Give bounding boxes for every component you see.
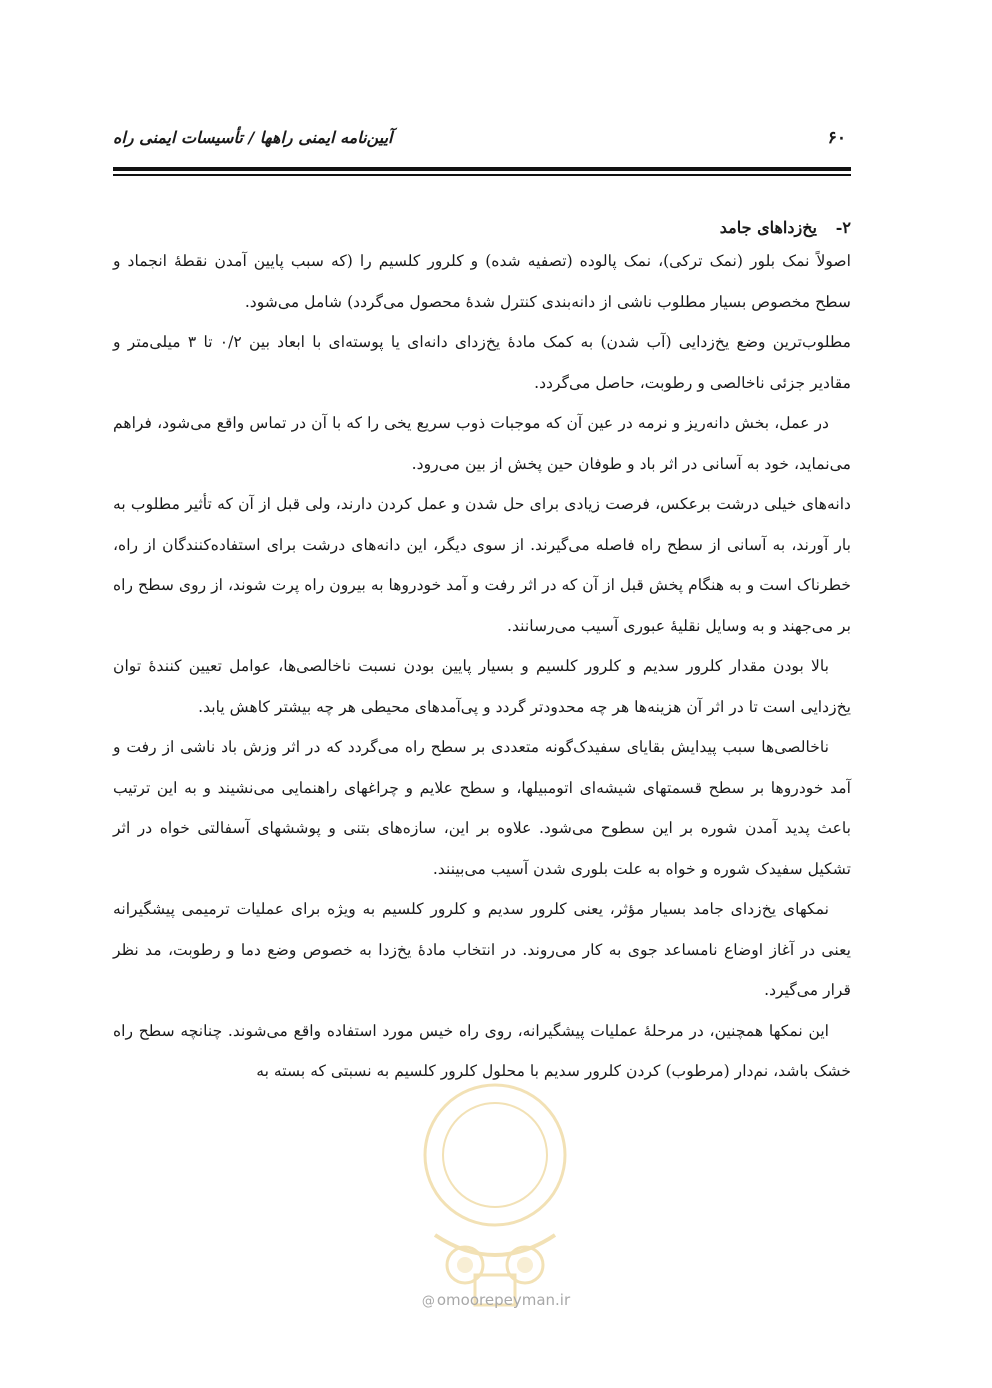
- page-number: ۶۰: [827, 128, 846, 148]
- at-icon: @: [421, 1294, 435, 1309]
- paragraph: اصولاً نمک بلور (نمک ترکی)، نمک پالوده (تصفیه شده) و کلرور کلسیم را (که سبب پایین آمدن نقطهٔ انجماد و سطح مخصوص بسیار مطلوب ناشی از دانه‌بندی کنترل شدهٔ محصول می‌گردد) شامل می‌شود.: [113, 252, 851, 311]
- page-header: [113, 128, 846, 158]
- section-number: ۲-: [835, 218, 851, 237]
- paragraph: در عمل، بخش دانه‌ریز و نرمه در عین آن که موجبات ذوب سریع یخی را که با آن در تماس واقع می‌شود، فراهم می‌نماید، خود به آسانی در اثر باد و طوفان حین پخش از بین می‌رود.: [113, 414, 851, 473]
- watermark-logo: [395, 1060, 595, 1320]
- paragraph: دانه‌های خیلی درشت برعکس، فرصت زیادی برای حل شدن و عمل کردن دارند، ولی قبل از آن که تأثیر مطلوب به بار آورند، به آسانی از سطح راه فاصله می‌گیرند. از سوی دیگر، این دانه‌های درشت برای استفاده‌کنندگان از راه، خطرناک است و به هنگام پخش قبل از آن که در اثر رفت و آمد خودروها به بیرون راه پرت شوند، از روی سطح راه بر می‌جهند و به وسایل نقلیهٔ عبوری آسیب می‌رسانند.: [113, 495, 851, 635]
- header-rule-thin: [113, 174, 851, 176]
- paragraph: مطلوب‌ترین وضع یخ‌زدایی (آب شدن) به کمک مادهٔ یخ‌زدای دانه‌ای یا پوسته‌ای با ابعاد بین ۰/۲ تا ۳ میلی‌متر و مقادیر جزئی ناخالصی و رطوبت، حاصل می‌گردد.: [113, 333, 851, 392]
- paragraph: این نمکها همچنین، در مرحلهٔ عملیات پیشگیرانه، روی راه خیس مورد استفاده واقع می‌شوند. چنانچه سطح راه خشک باشد، نم‌دار (مرطوب) کردن کلرور سدیم با محلول کلرور کلسیم به نسبتی که بسته به: [113, 1021, 851, 1080]
- section-title: یخ‌زداهای جامد: [719, 218, 817, 237]
- page-body: [113, 208, 851, 1092]
- running-title: آیین‌نامه ایمنی راهها / تأسیسات ایمنی راه: [113, 128, 393, 147]
- paragraph: بالا بودن مقدار کلرور سدیم و کلرور کلسیم و بسیار پایین بودن نسبت ناخالصی‌ها، عوامل تعیین کنندهٔ توان یخ‌زدایی است تا در اثر آن هزینه‌ها هر چه محدودتر گردد و پی‌آمدهای محیطی هر چه بیشتر کاهش یابد.: [113, 657, 851, 716]
- watermark-url-text: omoorepeyman.ir: [436, 1291, 571, 1309]
- paragraph: ناخالصی‌ها سبب پیدایش بقایای سفیدک‌گونه متعددی بر سطح راه می‌گردد که در اثر وزش باد ناشی از رفت و آمد خودروها بر سطح قسمتهای شیشه‌ای اتومبیلها، و سطح علایم و چراغهای راهنمایی می‌نشیند و به این ترتیب باعث پدید آمدن شوره بر این سطوح می‌شود. علاوه بر این، سازه‌های بتنی و پوششهای آسفالتی خواه در اثر تشکیل سفیدک شوره و خواه به علت بلوری شدن آسیب می‌بینند.: [113, 738, 851, 878]
- paragraph: نمکهای یخ‌زدای جامد بسیار مؤثر، یعنی کلرور سدیم و کلرور کلسیم به ویژه برای عملیات ترمیمی پیشگیرانه یعنی در آغاز اوضاع نامساعد جوی به کار می‌روند. در انتخاب مادهٔ یخ‌زدا به خصوص وضع دما و رطوبت، مد نظر قرار می‌گیرد.: [113, 900, 851, 999]
- watermark-url: [0, 1291, 992, 1309]
- header-rule-thick: [113, 167, 851, 171]
